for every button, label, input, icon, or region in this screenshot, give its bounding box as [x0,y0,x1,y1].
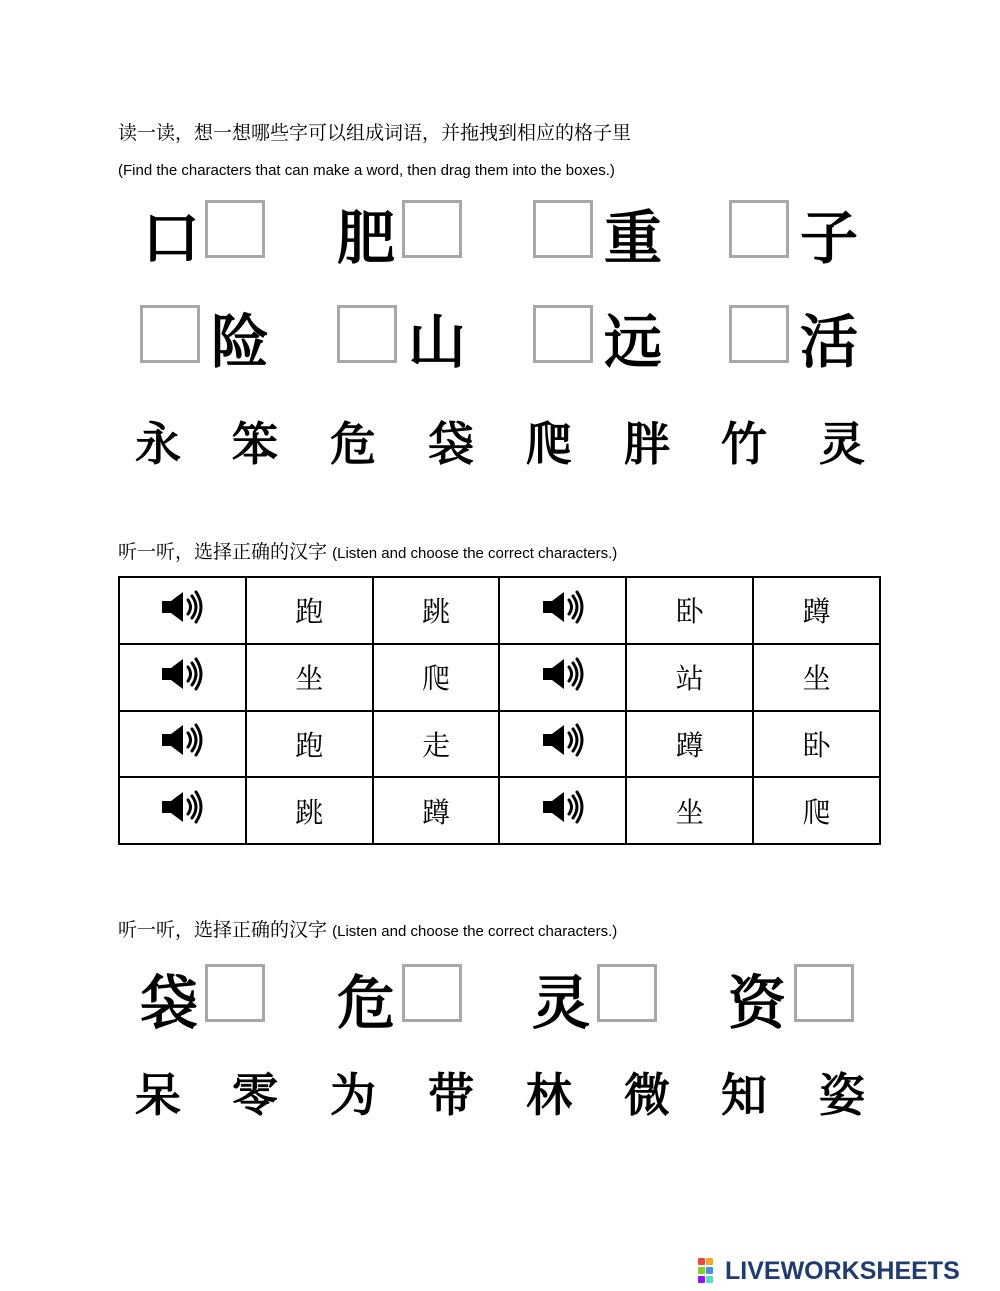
option-cell[interactable] [753,777,880,844]
drop-box[interactable] [597,964,657,1022]
option-char[interactable]: 跳 [295,795,324,829]
option-char[interactable]: 爬 [802,795,831,829]
listen-choose-table [118,576,881,845]
section3-instruction-cn: 听一听，选择正确的汉字 [118,919,328,941]
option-cell[interactable] [246,777,373,844]
liveworksheets-logo [698,1254,960,1288]
word-char: 活 [799,308,858,376]
section3-instruction [118,915,617,942]
option-char[interactable]: 坐 [675,795,704,829]
drag-tile[interactable]: 灵 [819,417,865,471]
drag-tile[interactable]: 危 [330,417,376,471]
drag-tile[interactable]: 竹 [721,417,767,471]
speaker-cell [499,777,626,844]
drag-tile[interactable]: 为 [330,1068,376,1122]
section2-instruction-en: (Listen and choose the correct characters.) [332,545,618,562]
drop-box[interactable] [794,964,854,1022]
drag-tile[interactable]: 零 [232,1068,278,1122]
word-char: 险 [210,308,269,376]
drop-box[interactable] [402,200,462,258]
option-char[interactable]: 爬 [422,662,451,696]
option-cell[interactable] [626,644,753,711]
speaker-cell [499,644,626,711]
table-row [119,777,880,844]
section1-instruction-en: (Find the characters that can make a word, then drag them into the boxes.) [118,162,615,179]
drag-tile[interactable]: 永 [135,417,181,471]
option-char[interactable]: 卧 [675,595,704,629]
option-cell[interactable] [626,711,753,778]
option-cell[interactable] [626,777,753,844]
option-cell[interactable] [246,644,373,711]
word-char: 子 [799,204,858,272]
word-char: 资 [727,969,786,1037]
option-cell[interactable] [626,577,753,644]
drop-box[interactable] [402,964,462,1022]
option-cell[interactable] [246,711,373,778]
table-row [119,711,880,778]
option-char[interactable]: 走 [422,728,451,762]
section1-instruction-cn: 读一读，想一想哪些字可以组成词语，并拖拽到相应的格子里 [118,122,632,144]
drop-box[interactable] [729,200,789,258]
drag-tile[interactable]: 呆 [135,1068,181,1122]
option-char[interactable]: 跑 [295,595,324,629]
speaker-icon[interactable] [540,589,586,625]
option-char[interactable]: 坐 [802,662,831,696]
drag-tile[interactable]: 袋 [428,417,474,471]
speaker-icon[interactable] [159,789,205,825]
option-char[interactable]: 跳 [422,595,451,629]
drop-box[interactable] [729,305,789,363]
section2-instruction [118,537,617,564]
logo-text: LIVEWORKSHEETS [725,1256,960,1285]
option-char[interactable]: 坐 [295,662,324,696]
drop-box[interactable] [533,305,593,363]
option-char[interactable]: 站 [675,662,704,696]
drag-tile[interactable]: 胖 [624,417,670,471]
speaker-cell [119,777,246,844]
drop-box[interactable] [533,200,593,258]
option-cell[interactable] [373,711,500,778]
speaker-cell [499,711,626,778]
word-char: 口 [141,204,200,272]
word-char: 危 [336,969,395,1037]
option-cell[interactable] [753,577,880,644]
speaker-icon[interactable] [540,789,586,825]
option-char[interactable]: 蹲 [802,595,831,629]
drag-tile[interactable]: 微 [624,1068,670,1122]
drop-box[interactable] [205,200,265,258]
option-char[interactable]: 蹲 [675,728,704,762]
drop-box[interactable] [140,305,200,363]
option-cell[interactable] [373,644,500,711]
section3-instruction-en: (Listen and choose the correct characters.) [332,923,618,940]
word-char: 灵 [531,969,590,1037]
logo-mark-icon [698,1258,722,1284]
drop-box[interactable] [337,305,397,363]
drop-box[interactable] [205,964,265,1022]
drag-tile[interactable]: 带 [428,1068,474,1122]
option-cell[interactable] [246,577,373,644]
drag-tile[interactable]: 林 [526,1068,572,1122]
word-char: 肥 [336,204,395,272]
speaker-icon[interactable] [540,722,586,758]
option-char[interactable]: 蹲 [422,795,451,829]
speaker-icon[interactable] [159,589,205,625]
speaker-icon[interactable] [159,722,205,758]
drag-tile[interactable]: 姿 [819,1068,865,1122]
table-row [119,577,880,644]
speaker-icon[interactable] [540,656,586,692]
option-cell[interactable] [753,711,880,778]
word-char: 袋 [139,969,198,1037]
speaker-icon[interactable] [159,656,205,692]
option-char[interactable]: 跑 [295,728,324,762]
option-cell[interactable] [373,577,500,644]
word-char: 重 [603,204,662,272]
section2-instruction-cn: 听一听，选择正确的汉字 [118,541,328,563]
option-cell[interactable] [753,644,880,711]
word-char: 远 [603,308,662,376]
drag-tile[interactable]: 知 [721,1068,767,1122]
option-cell[interactable] [373,777,500,844]
speaker-cell [119,577,246,644]
speaker-cell [119,711,246,778]
table-row [119,644,880,711]
drag-tile[interactable]: 爬 [526,417,572,471]
speaker-cell [499,577,626,644]
drag-tile[interactable]: 笨 [232,417,278,471]
word-char: 山 [407,308,466,376]
option-char[interactable]: 卧 [802,728,831,762]
speaker-cell [119,644,246,711]
